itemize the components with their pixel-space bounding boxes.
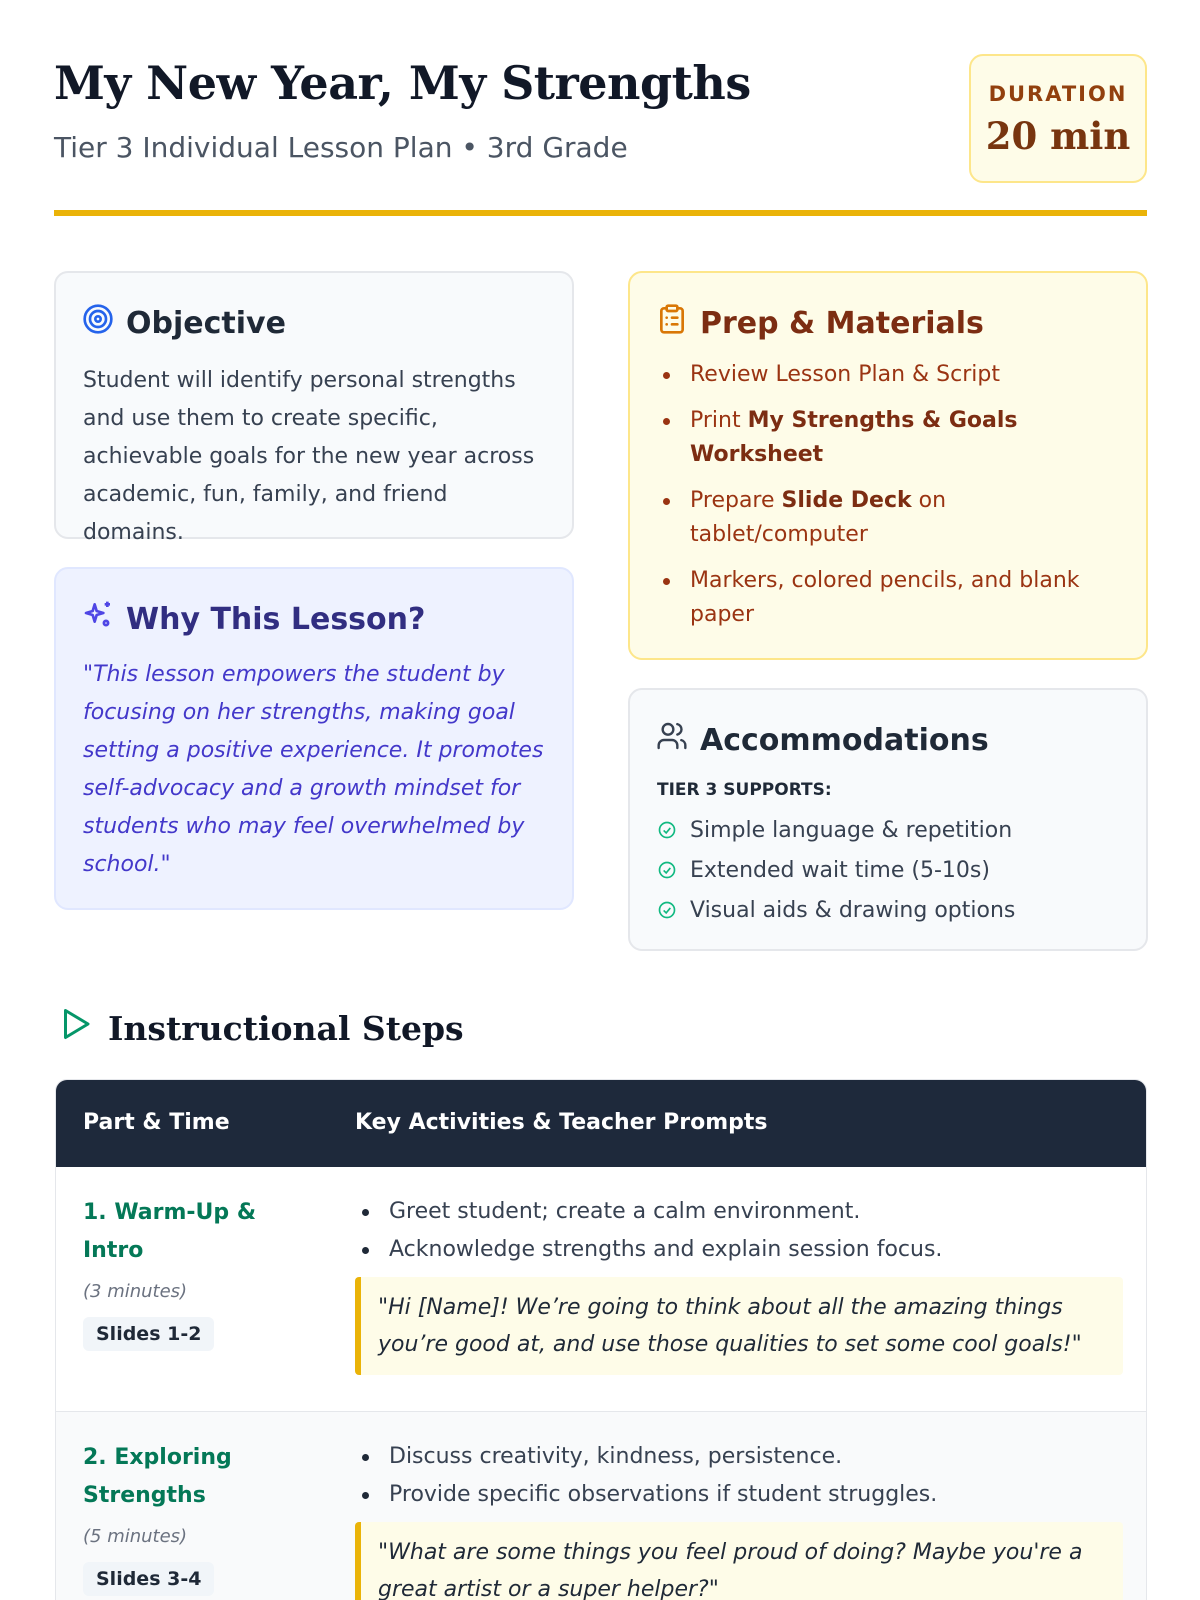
step-time: (5 minutes) <box>83 1526 188 1547</box>
activity-list <box>355 1193 942 1269</box>
target-icon <box>82 303 114 343</box>
steps-title: Instructional Steps <box>108 1008 464 1048</box>
objective-text: Student will identify personal strengths and use them to create specific, achievable goals for the new year across academic, fun, family, and friend domains. <box>83 368 535 545</box>
lesson-header <box>54 54 1147 216</box>
play-icon <box>58 1006 94 1050</box>
prep-title: Prep & Materials <box>700 305 984 341</box>
accommodations-header <box>656 720 989 760</box>
activity-list <box>355 1438 937 1514</box>
support-item: Extended wait time (5-10s) <box>657 850 1015 890</box>
accommodations-title: Accommodations <box>700 722 989 758</box>
column-header-activities: Key Activities & Teacher Prompts <box>355 1110 768 1135</box>
objective-card <box>54 271 574 545</box>
sparkles-icon <box>82 599 114 639</box>
objective-header <box>82 303 286 343</box>
steps-table <box>55 1079 1147 1600</box>
step-part: 1. Warm-Up & Intro <box>83 1200 257 1263</box>
users-icon <box>656 720 688 760</box>
prep-list <box>690 358 1120 644</box>
table-row <box>56 1412 1146 1600</box>
supports-list <box>657 810 1015 930</box>
check-circle-icon <box>657 900 677 920</box>
page-subtitle: Tier 3 Individual Lesson Plan • 3rd Grade <box>54 131 628 164</box>
steps-heading <box>58 1006 464 1050</box>
support-item: Simple language & repetition <box>657 810 1015 850</box>
teacher-prompt: "Hi [Name]! We’re going to think about all the amazing things you’re good at, and use those qualities to set some cool goals!" <box>355 1277 1123 1375</box>
step-part: 2. Exploring Strengths <box>83 1445 232 1508</box>
step-time: (3 minutes) <box>83 1281 188 1302</box>
prep-item: Prepare Slide Deck on tablet/computer <box>690 484 1120 552</box>
prep-item: Review Lesson Plan & Script <box>690 358 1120 392</box>
check-circle-icon <box>657 820 677 840</box>
prep-card <box>628 271 1148 660</box>
duration-label: DURATION <box>988 82 1128 106</box>
duration-badge <box>969 54 1147 183</box>
activity-item: Provide specific observations if student struggles. <box>355 1476 937 1514</box>
page-title: My New Year, My Strengths <box>54 56 751 110</box>
slides-badge: Slides 1-2 <box>83 1317 214 1351</box>
clipboard-icon <box>656 303 688 343</box>
why-quote: "This lesson empowers the student by focusing on her strengths, making goal setting a positive experience. It promotes self-advocacy and a growth mindset for students who may feel overwhelmed by school." <box>83 662 544 877</box>
activity-item: Greet student; create a calm environment. <box>355 1193 942 1231</box>
duration-value: 20 min <box>985 114 1131 158</box>
prep-item: Markers, colored pencils, and blank paper <box>690 564 1120 632</box>
why-header <box>82 599 425 639</box>
prep-header <box>656 303 984 343</box>
activity-item: Acknowledge strengths and explain session focus. <box>355 1231 942 1269</box>
prep-item: Print My Strengths & Goals Worksheet <box>690 404 1120 472</box>
check-circle-icon <box>657 860 677 880</box>
table-row <box>56 1167 1146 1412</box>
objective-title: Objective <box>126 305 286 341</box>
why-title: Why This Lesson? <box>126 601 426 637</box>
support-item: Visual aids & drawing options <box>657 890 1015 930</box>
column-header-part: Part & Time <box>83 1110 230 1135</box>
accommodations-card <box>628 688 1148 951</box>
why-card <box>54 567 574 910</box>
supports-label: TIER 3 SUPPORTS: <box>657 780 832 800</box>
table-header <box>56 1080 1146 1167</box>
slides-badge: Slides 3-4 <box>83 1562 214 1596</box>
teacher-prompt: "What are some things you feel proud of doing? Maybe you're a great artist or a super helper?" <box>355 1522 1123 1600</box>
activity-item: Discuss creativity, kindness, persistence. <box>355 1438 937 1476</box>
